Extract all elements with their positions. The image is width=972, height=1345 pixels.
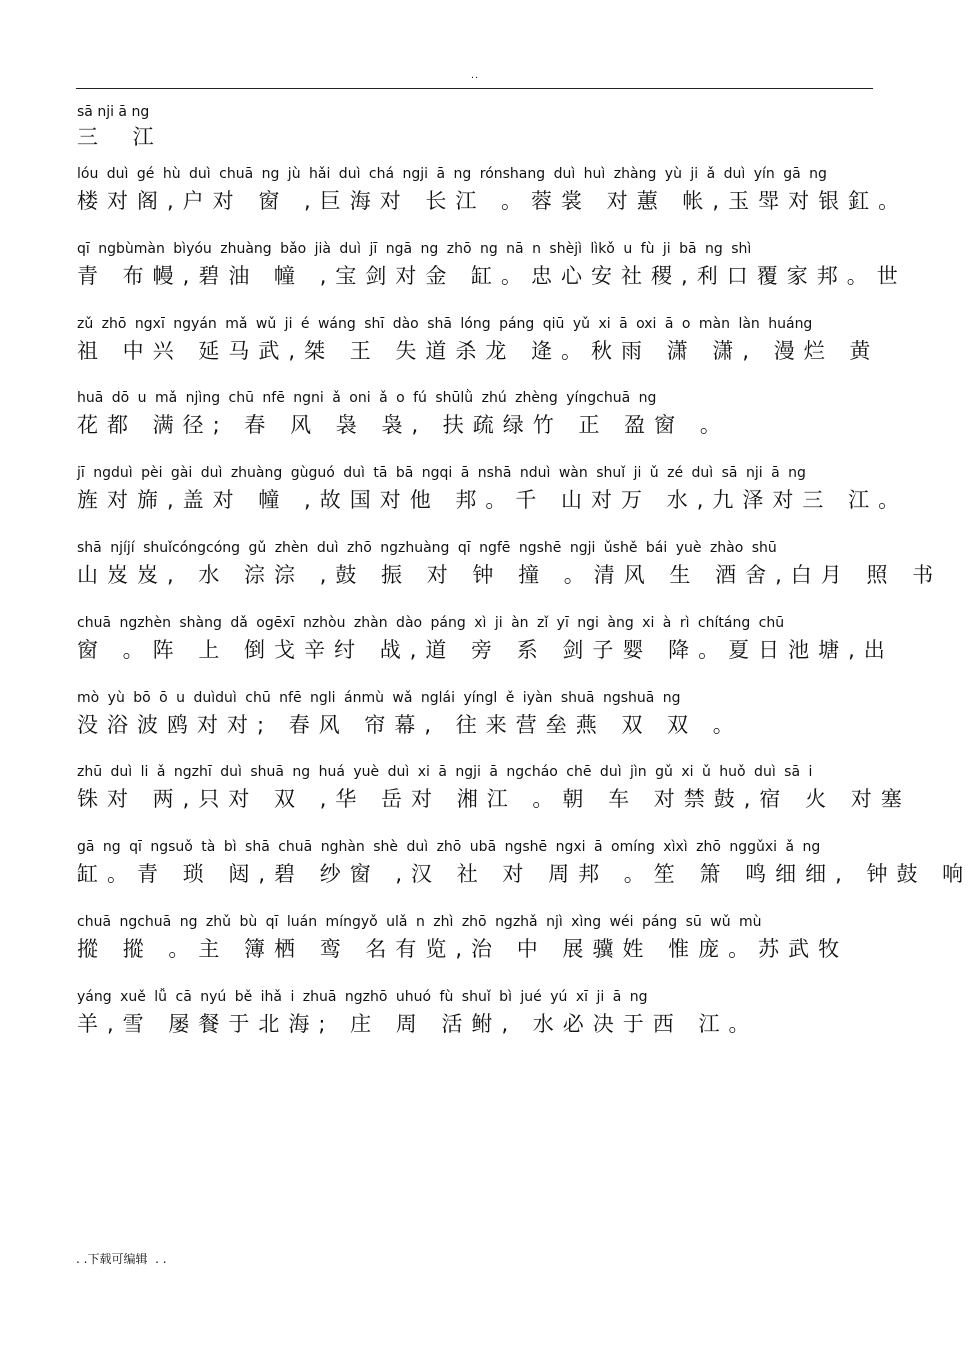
document-title: 三 江 [77,125,168,149]
document-body [77,102,972,1062]
stanza-pinyin: zǔ zhō ngxī ngyán mǎ wǔ ji é wáng shī dào shā lóng páng qiū yǔ xi ā oxi ā o màn làn huáng [77,315,813,332]
stanza-pinyin: yáng xuě lǚ cā nyú bě ihǎ i zhuā ngzhō uhuó fù shuǐ bì jué yú xī ji ā ng [77,988,648,1005]
title-pinyin: sā nji ā ng [77,104,150,120]
stanza-text: 青 布幔,碧油 幢 ,宝剑对金 缸。忠心安社稷,利口覆家邦。世 [77,263,907,288]
stanza-pinyin: mò yù bō ō u duìduì chū nfē ngli ánmù wǎ nglái yíngl ě iyàn shuā ngshuā ng [77,689,681,706]
header-mark: .. [470,70,480,81]
stanza-text: 旌对旆,盖对 幢 ,故国对他 邦。千 山对万 水,九泽对三 江。 [77,488,909,513]
stanza-text: 花都 满径; 春 风 袅 袅, 扶疏绿竹 正 盈窗 。 [77,413,730,438]
stanza [77,388,877,463]
stanza [77,987,877,1062]
stanza [77,762,911,837]
stanza-pinyin: zhū duì li ǎ ngzhī duì shuā ng huá yuè duì xi ā ngji ā ngcháo chē duì jìn gǔ xi ǔ huǒ duì sā i [77,764,813,781]
stanza [77,912,877,987]
stanza-pinyin: gā ng qī ngsuǒ tà bì shā chuā nghàn shè duì zhō ubā ngshē ngxi ā omíng xìxì zhō nggǔxi ǎ ng [77,839,821,856]
stanza-text: 山岌岌, 水 淙淙 ,鼓 振 对 钟 撞 。清风 生 酒舍,白月 照 书 [77,562,943,587]
stanza-text: 楼对阁,户对 窗 ,巨海对 长江 。蓉裳 对蕙 帐,玉斝对银釭。 [77,189,909,213]
stanza-pinyin: qī ngbùmàn bìyóu zhuàng bǎo jià duì jī ngā ng zhō ng nā n shèjì lìkǒ u fù ji bā ng shì [77,240,752,257]
stanza-text: 铢对 两,只对 双 ,华 岳对 湘江 。朝 车 对禁鼓,宿 火 对塞 [77,787,911,812]
stanza [77,688,877,763]
stanza-pinyin: chuā ngzhèn shàng dǎ ogēxī nzhòu zhàn dào páng xì ji àn zǐ yī ngi àng xi à rì chítáng chū [77,614,785,631]
title-block [77,102,877,164]
stanza-pinyin: lóu duì gé hù duì chuā ng jù hǎi duì chá ngji ā ng rónshang duì huì zhàng yù ji ǎ duì yín gā ng [77,166,827,182]
stanza [77,314,880,389]
stanza-pinyin: chuā ngchuā ng zhǔ bù qī luán míngyǒ ulǎ n zhì zhō ngzhǎ njì xìng wéi páng sū wǔ mù [77,913,762,930]
stanza-pinyin: shā njíjí shuǐcóngcóng gǔ zhèn duì zhō ngzhuàng qī ngfē ngshē ngji ǔshě bái yuè zhào shū [77,539,777,556]
stanza [77,164,909,239]
stanza-text: 没浴波鸥对对; 春风 帘幕, 往来营垒燕 双 双 。 [77,712,743,737]
stanza [77,538,943,613]
stanza-pinyin: jī ngduì pèi gài duì zhuàng gùguó duì tā bā ngqi ā nshā nduì wàn shuǐ ji ǔ zé duì sā nji ā ng [77,465,806,482]
stanza-pinyin: huā dō u mǎ njìng chū nfē ngni ǎ oni ǎ o fú shūlǜ zhú zhèng yíngchuā ng [77,390,657,407]
footer-note: . .下载可编辑 . . [76,1252,167,1266]
stanza [77,463,909,538]
stanza-text: 缸。青 琐 闼,碧 纱窗 ,汉 社 对 周邦 。笙 箫 鸣细细, 钟鼓 响 [77,862,972,887]
stanza-text: 祖 中兴 延马武,桀 王 失道杀龙 逄。秋雨 潇 潇, 漫烂 黄 [77,338,880,363]
stanza [77,613,894,688]
stanza-text: 窗 。阵 上 倒戈辛纣 战,道 旁 系 剑子婴 降。夏日池塘,出 [77,637,894,662]
stanza [77,239,907,314]
header-rule [76,88,873,89]
stanza-text: 摐 摐 。主 簿栖 鸾 名有览,治 中 展骥姓 惟庞。苏武牧 [77,936,849,961]
stanza [77,837,972,912]
stanza-text: 羊,雪 屡餐于北海; 庄 周 活鲋, 水必决于西 江。 [77,1011,759,1036]
